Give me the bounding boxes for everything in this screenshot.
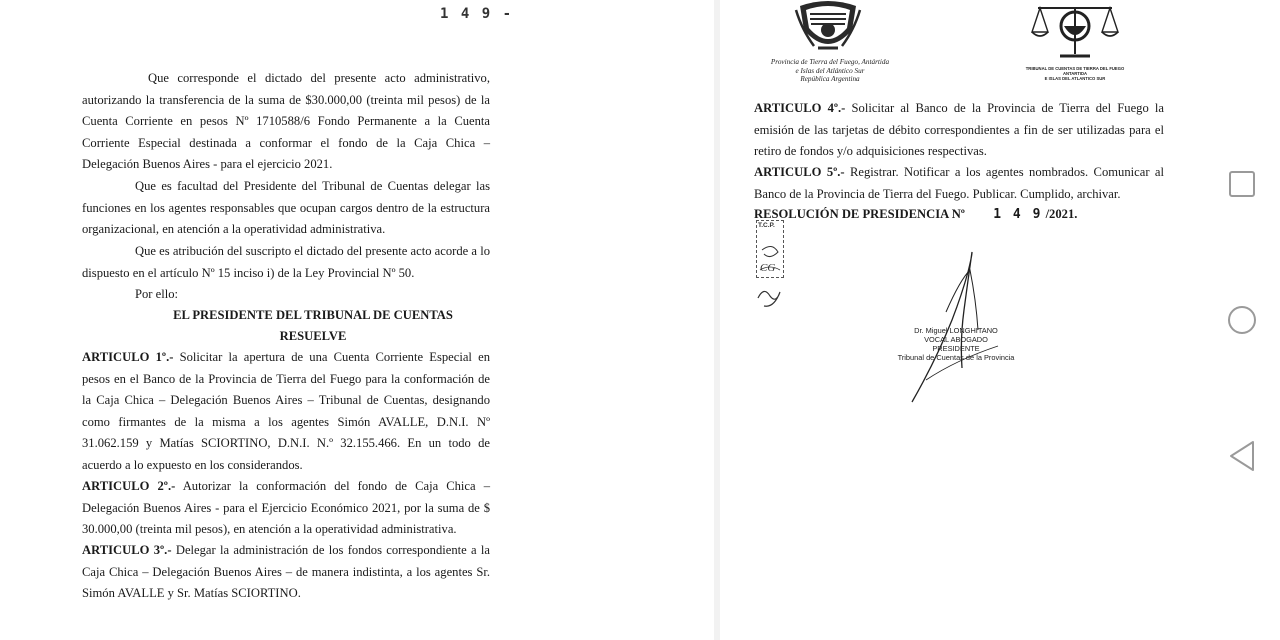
tribunal-caption [1016, 66, 1134, 82]
back-triangle-icon[interactable] [1228, 440, 1256, 472]
resolution-line [754, 204, 1174, 226]
tribunal-heading: EL PRESIDENTE DEL TRIBUNAL DE CUENTAS [173, 308, 453, 322]
resolution-label: RESOLUCIÓN DE PRESIDENCIA Nº [754, 207, 965, 221]
stamp-label: T.C.P. [758, 222, 775, 229]
por-ello: Por ello: [135, 287, 179, 301]
signer-role: VOCAL ABOGADO [924, 335, 988, 344]
stamp-scribble-icon [756, 240, 786, 310]
province-caption [750, 58, 910, 84]
article-1-text: Solicitar la apertura de una Cuenta Corriente Especial en pesos en el Banco de la Provincia de Tierra del Fuego para la conformación de la Caja Chica – Delegación Buenos Aires – Tribunal de Cuentas, designando como firmantes de la misma a los agentes Simón AVALLE, D.N.I. Nº 31.062.159 y Matías SCIORTINO, D.N.I. N.º 32.155.466. En un todo de acuerdo a lo expuesto en los considerandos. [82, 350, 490, 472]
article-5-label: ARTICULO 5º.- [754, 165, 845, 179]
tribunal-caption-line: E ISLAS DEL ATLANTICO SUR [1044, 76, 1106, 82]
document-page-right [720, 0, 1200, 640]
resolution-year: /2021. [1045, 207, 1078, 221]
signature-block [896, 326, 1016, 362]
province-caption-line: República Argentina [800, 75, 860, 83]
tcp-stamp [756, 220, 784, 310]
paragraph-1: Que corresponde el dictado del presente acto administrativo, autorizando la transferencia de la suma de $30.000,00 (treinta mil pesos) de la Cuenta Corriente en pesos Nº 1710588/6 Fondo Permanente a la Cuenta Corriente Especial destinada a conformar el fondo de la Caja Chica – Delegación Buenos Aires - para el ejercicio 2021. [82, 71, 490, 172]
recent-apps-square-icon[interactable] [1228, 170, 1256, 198]
tribunal-caption-line: TRIBUNAL DE CUENTAS DE TIERRA DEL FUEGO [1025, 66, 1125, 71]
article-5 [754, 162, 1164, 205]
article-4-label: ARTICULO 4º.- [754, 101, 846, 115]
article-1-label: ARTICULO 1º.- [82, 350, 174, 364]
signer-institution: Tribunal de Cuentas de la Provincia [897, 353, 1015, 362]
resuelve-heading: RESUELVE [279, 329, 347, 343]
signer-name: Dr. Miguel LONGHITANO [914, 326, 998, 335]
home-circle-icon[interactable] [1227, 305, 1257, 335]
article-3-text: Delegar la administración de los fondos correspondiente a la Caja Chica – Delegación Buenos Aires – de manera indistinta, a los agentes Sr. Simón AVALLE y Sr. Matías SCIORTINO. [82, 543, 490, 601]
province-emblem-icon [794, 0, 862, 56]
article-3-label: ARTICULO 3º.- [82, 543, 172, 557]
resolution-number: 1 4 9 [993, 207, 1043, 222]
article-1 [82, 347, 490, 477]
signer-title: PRESIDENTE [932, 344, 980, 353]
province-caption-line: e Islas del Atlántico Sur [795, 66, 865, 75]
paragraph-2: Que es facultad del Presidente del Tribunal de Cuentas delegar las funciones en los agentes responsables que ocupan cargos dentro de la estructura organizacional, en atención a la operatividad administrativa. [82, 179, 490, 237]
article-3 [82, 540, 490, 605]
article-4-text: Solicitar al Banco de la Provincia de Tierra del Fuego la emisión de las tarjetas de débito correspondientes a fin de ser utilizadas para el retiro de fondos y/o adquisiciones respectivas. [754, 101, 1164, 159]
tribunal-caption-line: ANTARTIDA [1062, 71, 1088, 77]
article-2-label: ARTICULO 2º.- [82, 479, 176, 493]
article-4 [754, 98, 1164, 163]
stamp-initials: CG [760, 262, 776, 274]
article-2-text: Autorizar la conformación del fondo de Caja Chica – Delegación Buenos Aires - para el Ejercicio Económico 2021, por la suma de $ 30.000,00 (treinta mil pesos), en atención a la operatividad administrativa. [82, 479, 490, 537]
tribunal-scales-logo-icon [1030, 4, 1120, 66]
province-caption-line: Provincia de Tierra del Fuego, Antártida [770, 58, 890, 66]
paragraph-3: Que es atribución del suscripto el dictado del presente acto acorde a lo dispuesto en el artículo Nº 15 inciso i) de la Ley Provincial Nº 50. [82, 244, 490, 280]
article-2 [82, 476, 490, 541]
article-5-text: Registrar. Notificar a los agentes nombrados. Comunicar al Banco de la Provincia de Tierra del Fuego. Publicar. Cumplido, archivar. [754, 165, 1164, 201]
page-number: 1 4 9 - [440, 6, 514, 22]
